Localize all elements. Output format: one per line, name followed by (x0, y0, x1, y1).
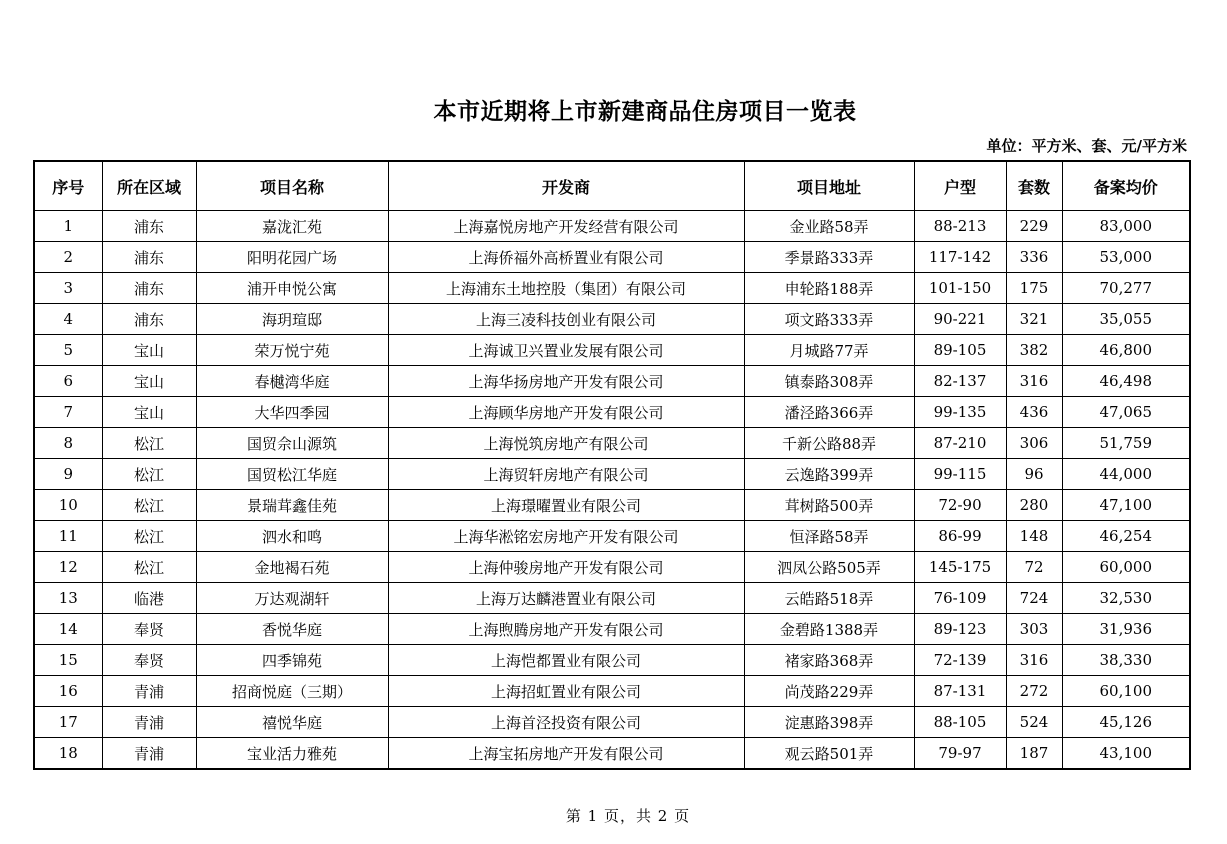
cell-unit-size: 90-221 (914, 304, 1006, 335)
cell-index: 16 (34, 676, 102, 707)
cell-unit-count: 336 (1006, 242, 1062, 273)
cell-index: 2 (34, 242, 102, 273)
cell-project-name: 景瑞茸鑫佳苑 (196, 490, 388, 521)
cell-project-name: 国贸松江华庭 (196, 459, 388, 490)
cell-project-name: 嘉泷汇苑 (196, 211, 388, 242)
cell-developer: 上海仲骏房地产开发有限公司 (388, 552, 744, 583)
cell-index: 13 (34, 583, 102, 614)
cell-unit-size: 89-123 (914, 614, 1006, 645)
page-footer: 第 1 页，共 2 页 (565, 807, 691, 825)
cell-unit-size: 72-90 (914, 490, 1006, 521)
cell-address: 褚家路368弄 (744, 645, 914, 676)
cell-address: 季景路333弄 (744, 242, 914, 273)
cell-unit-count: 436 (1006, 397, 1062, 428)
cell-avg-price: 46,254 (1062, 521, 1190, 552)
cell-unit-count: 175 (1006, 273, 1062, 304)
cell-index: 12 (34, 552, 102, 583)
cell-index: 17 (34, 707, 102, 738)
cell-address: 恒泽路58弄 (744, 521, 914, 552)
cell-unit-size: 145-175 (914, 552, 1006, 583)
cell-project-name: 泗水和鸣 (196, 521, 388, 552)
cell-avg-price: 46,498 (1062, 366, 1190, 397)
table-row (34, 428, 1190, 459)
cell-project-name: 春樾湾华庭 (196, 366, 388, 397)
cell-unit-size: 79-97 (914, 738, 1006, 770)
cell-address: 金业路58弄 (744, 211, 914, 242)
cell-district: 浦东 (102, 242, 196, 273)
table-row (34, 583, 1190, 614)
cell-avg-price: 47,100 (1062, 490, 1190, 521)
cell-project-name: 禧悦华庭 (196, 707, 388, 738)
cell-unit-size: 88-213 (914, 211, 1006, 242)
cell-avg-price: 83,000 (1062, 211, 1190, 242)
cell-avg-price: 45,126 (1062, 707, 1190, 738)
cell-index: 10 (34, 490, 102, 521)
cell-district: 松江 (102, 490, 196, 521)
cell-developer: 上海万达麟港置业有限公司 (388, 583, 744, 614)
cell-district: 宝山 (102, 335, 196, 366)
cell-address: 项文路333弄 (744, 304, 914, 335)
cell-district: 青浦 (102, 738, 196, 770)
cell-index: 3 (34, 273, 102, 304)
cell-address: 观云路501弄 (744, 738, 914, 770)
cell-project-name: 金地褐石苑 (196, 552, 388, 583)
cell-unit-count: 321 (1006, 304, 1062, 335)
cell-unit-size: 88-105 (914, 707, 1006, 738)
table-row (34, 707, 1190, 738)
cell-avg-price: 38,330 (1062, 645, 1190, 676)
cell-developer: 上海顾华房地产开发有限公司 (388, 397, 744, 428)
cell-project-name: 四季锦苑 (196, 645, 388, 676)
column-header-unit-size: 户型 (914, 161, 1006, 211)
cell-project-name: 国贸佘山源筑 (196, 428, 388, 459)
table-row (34, 366, 1190, 397)
cell-unit-count: 724 (1006, 583, 1062, 614)
cell-index: 4 (34, 304, 102, 335)
table-row (34, 738, 1190, 770)
cell-unit-size: 117-142 (914, 242, 1006, 273)
cell-developer: 上海贸轩房地产有限公司 (388, 459, 744, 490)
cell-district: 浦东 (102, 211, 196, 242)
cell-avg-price: 60,000 (1062, 552, 1190, 583)
cell-project-name: 宝业活力雅苑 (196, 738, 388, 770)
cell-district: 临港 (102, 583, 196, 614)
page-title: 本市近期将上市新建商品住房项目一览表 (433, 99, 857, 125)
cell-address: 镇泰路308弄 (744, 366, 914, 397)
cell-unit-count: 316 (1006, 645, 1062, 676)
cell-developer: 上海嘉悦房地产开发经营有限公司 (388, 211, 744, 242)
cell-unit-size: 82-137 (914, 366, 1006, 397)
cell-developer: 上海宝拓房地产开发有限公司 (388, 738, 744, 770)
cell-developer: 上海华扬房地产开发有限公司 (388, 366, 744, 397)
cell-address: 尚茂路229弄 (744, 676, 914, 707)
cell-developer: 上海华淞铭宏房地产开发有限公司 (388, 521, 744, 552)
cell-developer: 上海璟曜置业有限公司 (388, 490, 744, 521)
cell-developer: 上海侨福外高桥置业有限公司 (388, 242, 744, 273)
cell-avg-price: 60,100 (1062, 676, 1190, 707)
cell-unit-size: 72-139 (914, 645, 1006, 676)
cell-project-name: 大华四季园 (196, 397, 388, 428)
cell-district: 青浦 (102, 707, 196, 738)
cell-avg-price: 46,800 (1062, 335, 1190, 366)
cell-avg-price: 43,100 (1062, 738, 1190, 770)
cell-unit-size: 99-115 (914, 459, 1006, 490)
cell-index: 5 (34, 335, 102, 366)
table-row (34, 304, 1190, 335)
table-header-row (34, 161, 1190, 211)
cell-project-name: 海玥瑄邸 (196, 304, 388, 335)
unit-note: 单位：平方米、套、元/平方米 (986, 137, 1187, 155)
cell-district: 奉贤 (102, 614, 196, 645)
column-header-index: 序号 (34, 161, 102, 211)
cell-address: 淀惠路398弄 (744, 707, 914, 738)
table-body (34, 211, 1190, 770)
cell-unit-size: 76-109 (914, 583, 1006, 614)
cell-developer: 上海悦筑房地产有限公司 (388, 428, 744, 459)
cell-unit-size: 87-131 (914, 676, 1006, 707)
cell-index: 7 (34, 397, 102, 428)
table-row (34, 645, 1190, 676)
cell-unit-count: 382 (1006, 335, 1062, 366)
cell-project-name: 浦开申悦公寓 (196, 273, 388, 304)
cell-project-name: 荣万悦宁苑 (196, 335, 388, 366)
cell-index: 8 (34, 428, 102, 459)
cell-avg-price: 44,000 (1062, 459, 1190, 490)
cell-unit-count: 524 (1006, 707, 1062, 738)
table-row (34, 242, 1190, 273)
table-row (34, 211, 1190, 242)
cell-project-name: 万达观湖轩 (196, 583, 388, 614)
column-header-project-name: 项目名称 (196, 161, 388, 211)
cell-unit-count: 96 (1006, 459, 1062, 490)
table-row (34, 335, 1190, 366)
cell-unit-count: 187 (1006, 738, 1062, 770)
cell-developer: 上海煦腾房地产开发有限公司 (388, 614, 744, 645)
cell-unit-size: 101-150 (914, 273, 1006, 304)
cell-district: 浦东 (102, 304, 196, 335)
cell-avg-price: 35,055 (1062, 304, 1190, 335)
cell-district: 松江 (102, 552, 196, 583)
cell-unit-count: 72 (1006, 552, 1062, 583)
cell-index: 9 (34, 459, 102, 490)
cell-project-name: 阳明花园广场 (196, 242, 388, 273)
cell-address: 申轮路188弄 (744, 273, 914, 304)
table-row (34, 676, 1190, 707)
cell-unit-count: 303 (1006, 614, 1062, 645)
cell-unit-count: 148 (1006, 521, 1062, 552)
cell-district: 松江 (102, 428, 196, 459)
cell-avg-price: 70,277 (1062, 273, 1190, 304)
cell-district: 宝山 (102, 397, 196, 428)
cell-district: 松江 (102, 459, 196, 490)
cell-district: 青浦 (102, 676, 196, 707)
cell-avg-price: 53,000 (1062, 242, 1190, 273)
column-header-unit-count: 套数 (1006, 161, 1062, 211)
cell-developer: 上海浦东土地控股（集团）有限公司 (388, 273, 744, 304)
cell-unit-size: 99-135 (914, 397, 1006, 428)
table-row (34, 552, 1190, 583)
table-row (34, 459, 1190, 490)
cell-address: 潘泾路366弄 (744, 397, 914, 428)
column-header-address: 项目地址 (744, 161, 914, 211)
housing-projects-table (33, 160, 1191, 770)
cell-project-name: 招商悦庭（三期） (196, 676, 388, 707)
cell-unit-count: 229 (1006, 211, 1062, 242)
cell-district: 松江 (102, 521, 196, 552)
cell-avg-price: 31,936 (1062, 614, 1190, 645)
cell-avg-price: 51,759 (1062, 428, 1190, 459)
cell-address: 茸树路500弄 (744, 490, 914, 521)
table-row (34, 521, 1190, 552)
cell-index: 6 (34, 366, 102, 397)
cell-unit-size: 86-99 (914, 521, 1006, 552)
cell-unit-count: 316 (1006, 366, 1062, 397)
cell-avg-price: 32,530 (1062, 583, 1190, 614)
cell-index: 14 (34, 614, 102, 645)
cell-index: 15 (34, 645, 102, 676)
table-row (34, 397, 1190, 428)
cell-unit-count: 280 (1006, 490, 1062, 521)
cell-address: 千新公路88弄 (744, 428, 914, 459)
cell-developer: 上海三凌科技创业有限公司 (388, 304, 744, 335)
cell-district: 浦东 (102, 273, 196, 304)
cell-address: 云皓路518弄 (744, 583, 914, 614)
table-row (34, 490, 1190, 521)
cell-address: 金碧路1388弄 (744, 614, 914, 645)
cell-address: 泗凤公路505弄 (744, 552, 914, 583)
cell-index: 1 (34, 211, 102, 242)
cell-developer: 上海招虹置业有限公司 (388, 676, 744, 707)
cell-address: 云逸路399弄 (744, 459, 914, 490)
column-header-avg-price: 备案均价 (1062, 161, 1190, 211)
cell-unit-count: 306 (1006, 428, 1062, 459)
column-header-developer: 开发商 (388, 161, 744, 211)
cell-district: 奉贤 (102, 645, 196, 676)
cell-project-name: 香悦华庭 (196, 614, 388, 645)
cell-unit-count: 272 (1006, 676, 1062, 707)
cell-district: 宝山 (102, 366, 196, 397)
cell-avg-price: 47,065 (1062, 397, 1190, 428)
cell-developer: 上海诚卫兴置业发展有限公司 (388, 335, 744, 366)
column-header-district: 所在区域 (102, 161, 196, 211)
table-row (34, 614, 1190, 645)
cell-index: 18 (34, 738, 102, 770)
cell-unit-size: 89-105 (914, 335, 1006, 366)
table-row (34, 273, 1190, 304)
cell-developer: 上海首泾投资有限公司 (388, 707, 744, 738)
cell-index: 11 (34, 521, 102, 552)
cell-address: 月城路77弄 (744, 335, 914, 366)
cell-unit-size: 87-210 (914, 428, 1006, 459)
cell-developer: 上海恺都置业有限公司 (388, 645, 744, 676)
